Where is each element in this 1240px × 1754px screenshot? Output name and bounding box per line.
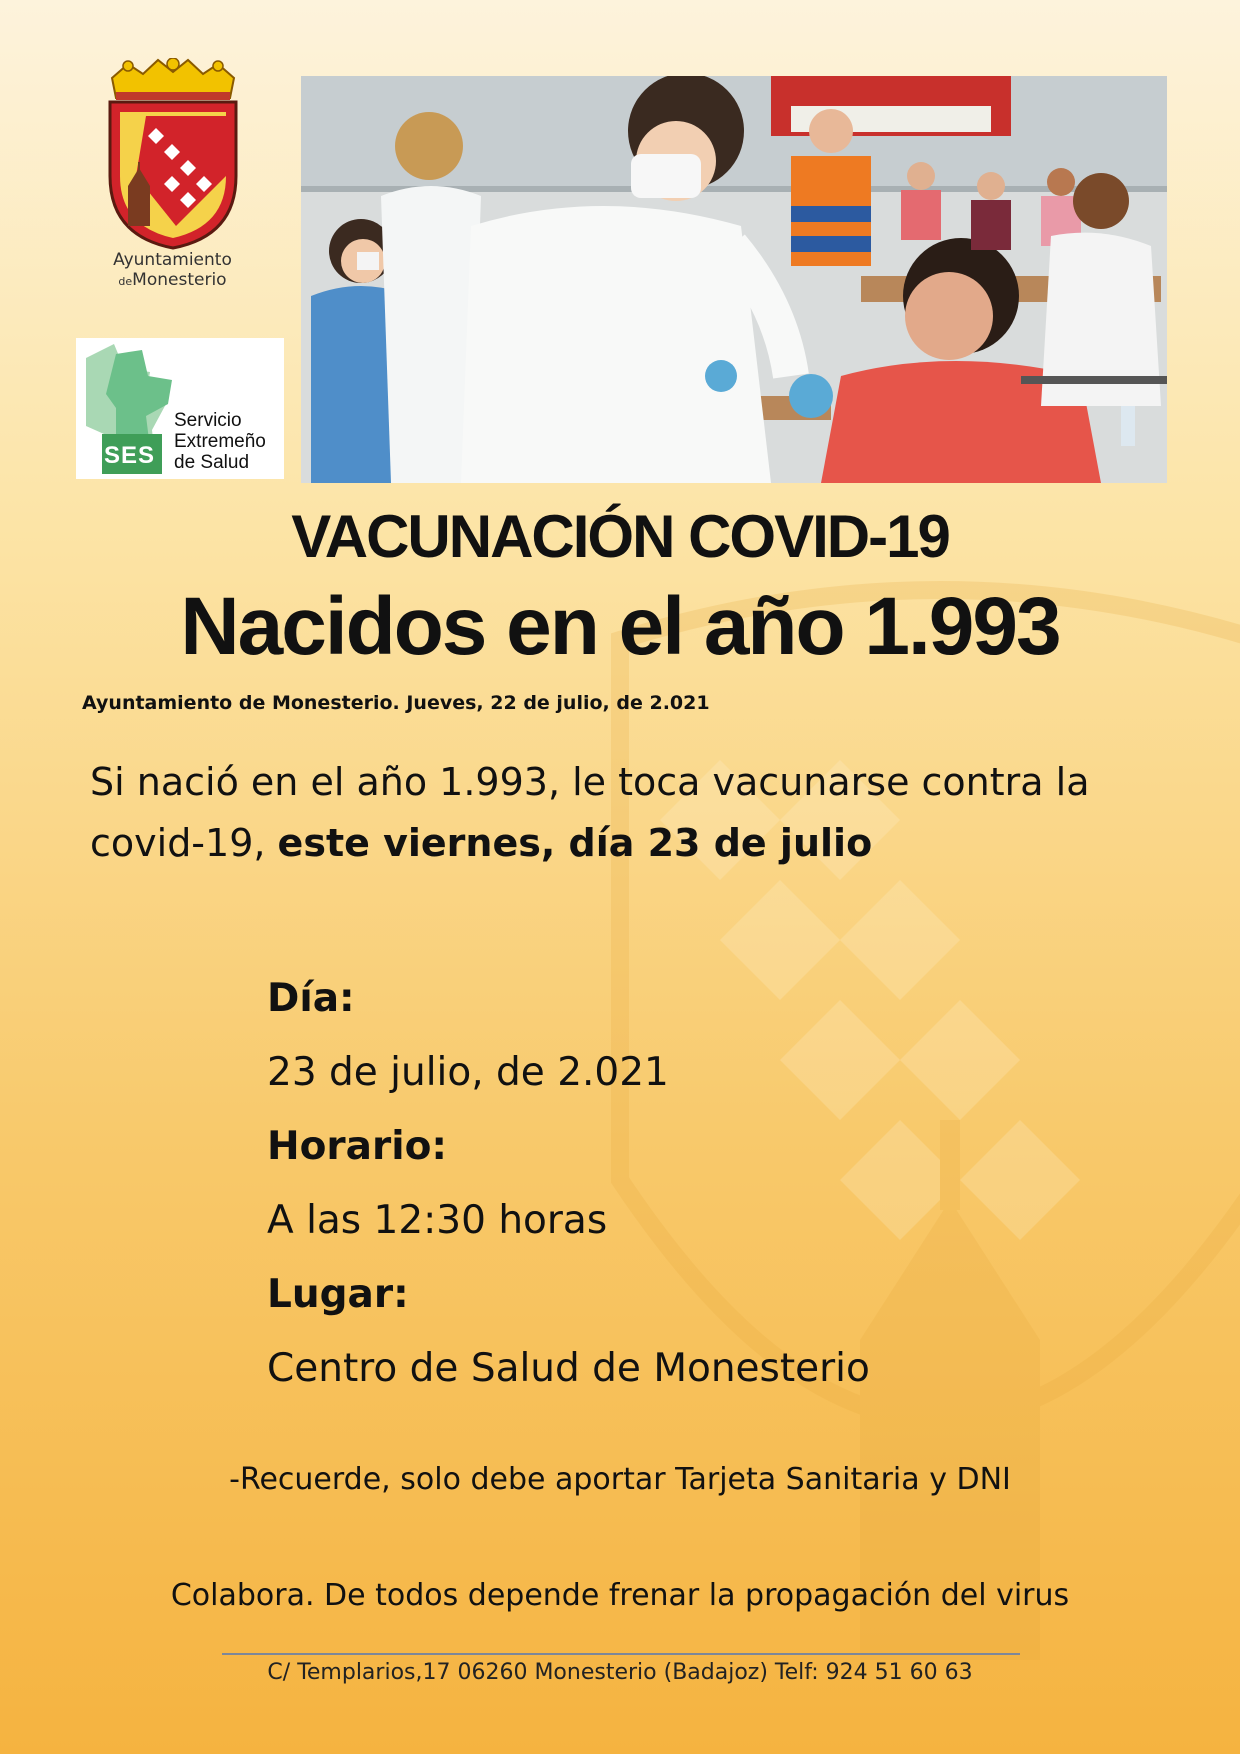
footer-divider <box>222 1653 1020 1655</box>
ses-name-line2: Extremeño <box>174 431 266 452</box>
municipality-label-line1: Ayuntamiento <box>113 250 232 270</box>
ses-name-line3: de Salud <box>174 452 250 473</box>
intro-text: Si nació en el año 1.993, le toca vacunarse contra la covid-19, <box>90 760 1090 865</box>
details-list <box>267 962 870 1406</box>
day-value: 23 de julio, de 2.021 <box>267 1050 669 1095</box>
dateline: Ayuntamiento de Monesterio. Jueves, 22 de julio, de 2.021 <box>82 692 710 714</box>
intro-highlight: este viernes, día 23 de julio <box>277 821 873 865</box>
municipality-label-de: de <box>118 275 133 288</box>
place-label: Lugar: <box>267 1272 409 1317</box>
title-line1: VACUNACIÓN COVID-19 <box>291 503 949 570</box>
intro-paragraph <box>90 752 1170 874</box>
municipality-label <box>80 250 265 292</box>
reminder-note: -Recuerde, solo debe aportar Tarjeta Sanitaria y DNI <box>229 1462 1011 1497</box>
schedule-value: A las 12:30 horas <box>267 1198 608 1243</box>
ses-logo <box>76 338 284 479</box>
ses-name-line1: Servicio <box>174 410 242 431</box>
collaborate-note: Colabora. De todos depende frenar la propagación del virus <box>170 1578 1070 1613</box>
footer-address: C/ Templarios,17 06260 Monesterio (Badajoz) Telf: 924 51 60 63 <box>267 1660 973 1685</box>
place-value: Centro de Salud de Monesterio <box>267 1346 870 1391</box>
municipality-label-line2: Monesterio <box>132 270 227 290</box>
title-line2: Nacidos en el año 1.993 <box>180 581 1060 672</box>
schedule-label: Horario: <box>267 1124 447 1169</box>
ses-name <box>174 410 266 473</box>
monesterio-coat-of-arms <box>98 58 248 250</box>
vaccination-photo <box>301 76 1167 483</box>
day-label: Día: <box>267 976 355 1021</box>
ses-abbreviation: SES <box>104 442 156 469</box>
